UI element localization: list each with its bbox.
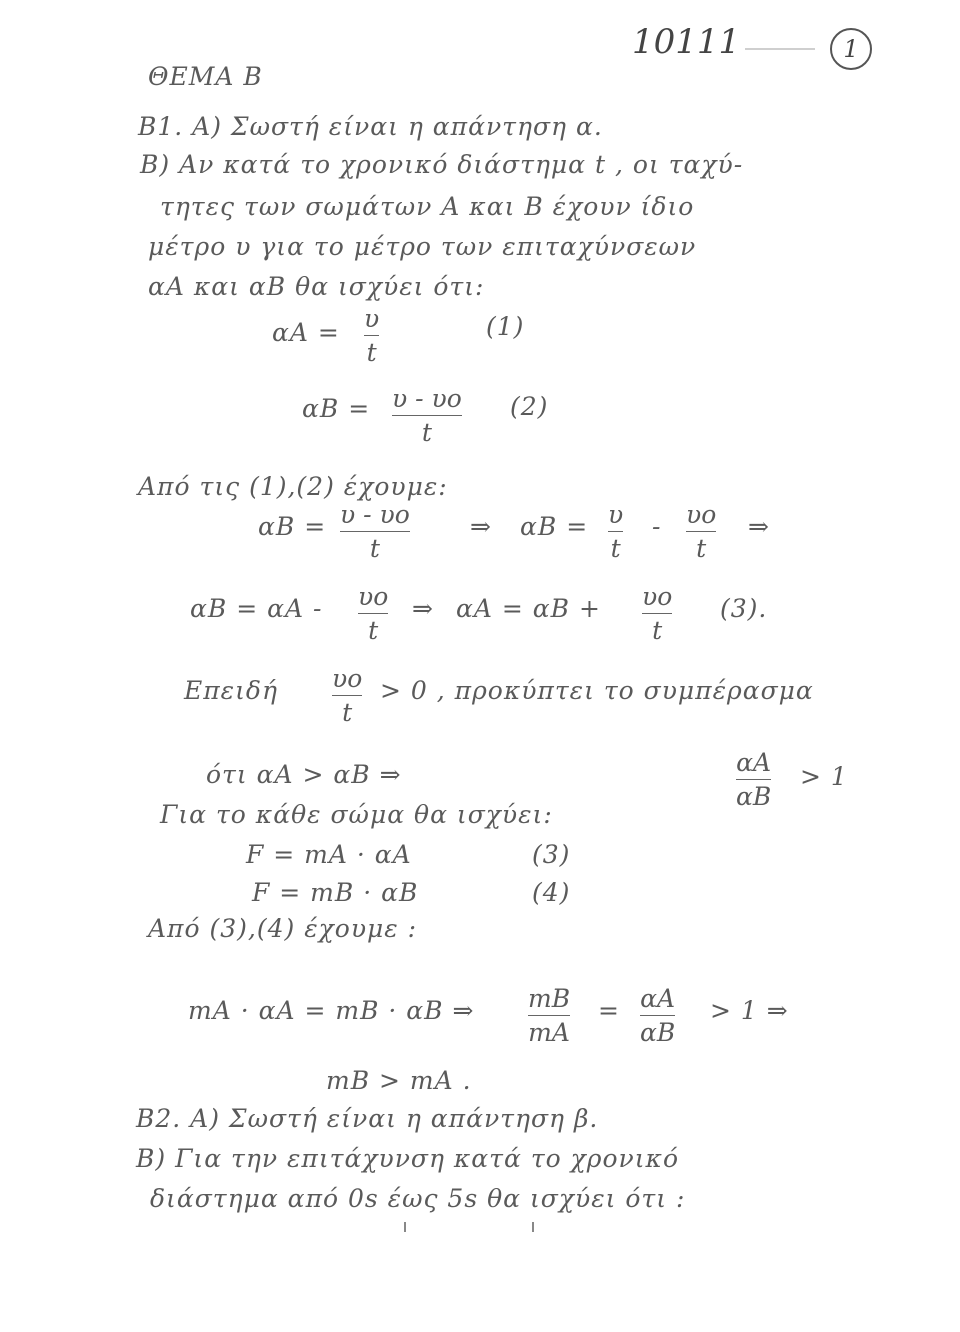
b1b-line-2: τητες των σωμάτων Α και Β έχουν ίδιο xyxy=(160,192,695,221)
ratio-fraction xyxy=(736,748,771,811)
deriv1-denominator-3: t xyxy=(696,534,707,563)
page-number-circle: 1 xyxy=(830,28,872,70)
b1b-line-4: αΑ και αΒ θα ισχύει ότι: xyxy=(148,272,485,301)
deriv2-tag: (3). xyxy=(720,594,768,623)
mass-numerator: mΒ xyxy=(528,984,571,1013)
b1b-line-1: Β) Αν κατά το χρονικό διάστημα t , οι ταχύ- xyxy=(140,150,744,179)
accel-denominator: αΒ xyxy=(640,1018,676,1047)
mass-equation: mΑ · αΑ = mΒ · αΒ ⇒ xyxy=(188,996,475,1025)
ratio-gt-one: > 1 xyxy=(800,762,848,791)
since-numerator: υο xyxy=(332,664,363,693)
deriv2-fraction-2 xyxy=(642,582,672,645)
deriv1-numerator-3: υο xyxy=(686,500,717,529)
mass-gt-one: > 1 ⇒ xyxy=(710,996,789,1025)
deriv1-mid: αΒ = xyxy=(520,512,589,541)
force-eq-a: F = mΑ · αΑ xyxy=(246,840,412,869)
deriv1-fraction-2 xyxy=(608,500,623,563)
force-eq-b-tag: (4) xyxy=(532,878,571,907)
eq1-lhs: αΑ = xyxy=(272,318,340,347)
eq2-tag: (2) xyxy=(510,392,549,421)
from-3-4: Από (3),(4) έχουμε : xyxy=(148,914,418,943)
eq2-denominator: t xyxy=(421,418,432,447)
eq2-fraction xyxy=(392,384,462,447)
eq1-denominator: t xyxy=(366,338,377,367)
b2b-line-1: Β) Για την επιτάχυνση κατά το χρονικό xyxy=(136,1144,680,1173)
scan-tick xyxy=(532,1222,534,1232)
deriv1-lhs: αΒ = xyxy=(258,512,327,541)
eq1-tag: (1) xyxy=(486,312,525,341)
mass-equals: = xyxy=(598,996,620,1025)
mass-result: mΒ > mΑ . xyxy=(326,1066,472,1095)
eq1-numerator: υ xyxy=(364,304,380,333)
deriv2-denominator: t xyxy=(368,616,379,645)
mass-denominator: mΑ xyxy=(528,1018,570,1047)
from-1-2: Από τις (1),(2) έχουμε: xyxy=(138,472,448,501)
deriv1-denominator: t xyxy=(369,534,380,563)
since-fraction xyxy=(332,664,362,727)
since-conclusion: > 0 , προκύπτει το συμπέρασμα xyxy=(380,676,814,705)
section-title: ΘΕΜΑ Β xyxy=(148,62,263,91)
inequality: ότι αΑ > αΒ ⇒ xyxy=(206,760,402,789)
b2a-answer: Β2. Α) Σωστή είναι η απάντηση β. xyxy=(136,1104,599,1133)
scan-smudge xyxy=(745,48,815,50)
deriv2-denominator-2: t xyxy=(652,616,663,645)
deriv2-lhs: αΒ = αΑ - xyxy=(190,594,323,623)
deriv1-fraction-3 xyxy=(686,500,716,563)
since-denominator: t xyxy=(342,698,353,727)
page-code: 10111 xyxy=(632,22,741,62)
ratio-denominator: αΒ xyxy=(736,782,772,811)
mass-fraction xyxy=(528,984,570,1047)
deriv2-arrow: ⇒ xyxy=(412,594,434,623)
b1a-answer: Β1. Α) Σωστή είναι η απάντηση α. xyxy=(138,112,603,141)
b2b-line-2: διάστημα από 0s έως 5s θα ισχύει ότι : xyxy=(150,1184,686,1213)
b1b-line-3: μέτρο υ για το μέτρο των επιταχύνσεων xyxy=(148,232,697,261)
deriv1-arrow-2: ⇒ xyxy=(748,512,770,541)
since-text: Επειδή xyxy=(184,676,278,705)
deriv2-numerator: υο xyxy=(358,582,389,611)
deriv2-fraction xyxy=(358,582,388,645)
accel-numerator: αΑ xyxy=(640,984,676,1013)
deriv1-arrow: ⇒ xyxy=(470,512,492,541)
ratio-numerator: αΑ xyxy=(736,748,772,777)
accel-fraction xyxy=(640,984,675,1047)
deriv1-numerator: υ - υο xyxy=(340,500,410,529)
scan-tick xyxy=(404,1222,406,1232)
deriv1-minus: - xyxy=(652,512,662,541)
eq2-lhs: αΒ = xyxy=(302,394,371,423)
force-eq-a-tag: (3) xyxy=(532,840,571,869)
eq2-numerator: υ - υο xyxy=(392,384,462,413)
each-body: Για το κάθε σώμα θα ισχύει: xyxy=(160,800,553,829)
deriv1-numerator-2: υ xyxy=(608,500,624,529)
force-eq-b: F = mΒ · αΒ xyxy=(252,878,419,907)
eq1-fraction xyxy=(364,304,379,367)
deriv1-denominator-2: t xyxy=(610,534,621,563)
deriv2-numerator-2: υο xyxy=(642,582,673,611)
deriv2-mid: αΑ = αΒ + xyxy=(456,594,601,623)
deriv1-fraction xyxy=(340,500,410,563)
